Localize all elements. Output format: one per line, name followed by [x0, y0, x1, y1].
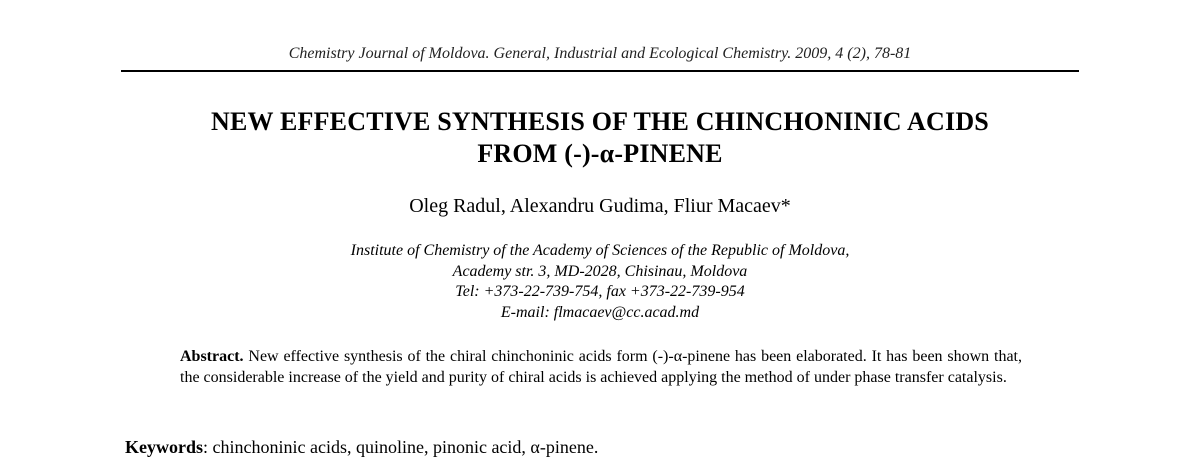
affiliation-phone: Tel: +373-22-739-754, fax +373-22-739-954 — [455, 283, 745, 300]
title-line-1: NEW EFFECTIVE SYNTHESIS OF THE CHINCHONINIC ACIDS — [211, 107, 989, 136]
keywords-text: : chinchoninic acids, quinoline, pinonic acid, α-pinene. — [203, 437, 599, 457]
affiliation-institute: Institute of Chemistry of the Academy of Sciences of the Republic of Moldova, — [350, 242, 850, 259]
header-divider — [121, 70, 1079, 72]
abstract-label: Abstract. — [180, 348, 244, 365]
keywords-label: Keywords — [125, 437, 203, 457]
authors: Oleg Radul, Alexandru Gudima, Fliur Macaev* — [409, 195, 791, 217]
title-line-2: FROM (-)-α-PINENE — [477, 139, 723, 168]
keywords — [125, 436, 1085, 458]
affiliation — [0, 241, 1200, 323]
abstract — [180, 347, 1022, 388]
affiliation-email: E-mail: flmacaev@cc.acad.md — [500, 303, 700, 321]
abstract-text: New effective synthesis of the chiral chinchoninic acids form (-)-α-pinene has been elaborated. It has been shown that, the considerable increase of the yield and purity of chiral acids is achieved applying the method of under phase transfer catalysis. — [180, 348, 1022, 386]
journal-header: Chemistry Journal of Moldova. General, Industrial and Ecological Chemistry. 2009, 4 (2), 78-81 — [288, 45, 912, 62]
paper-title — [0, 106, 1200, 170]
affiliation-address: Academy str. 3, MD-2028, Chisinau, Moldova — [452, 262, 748, 280]
